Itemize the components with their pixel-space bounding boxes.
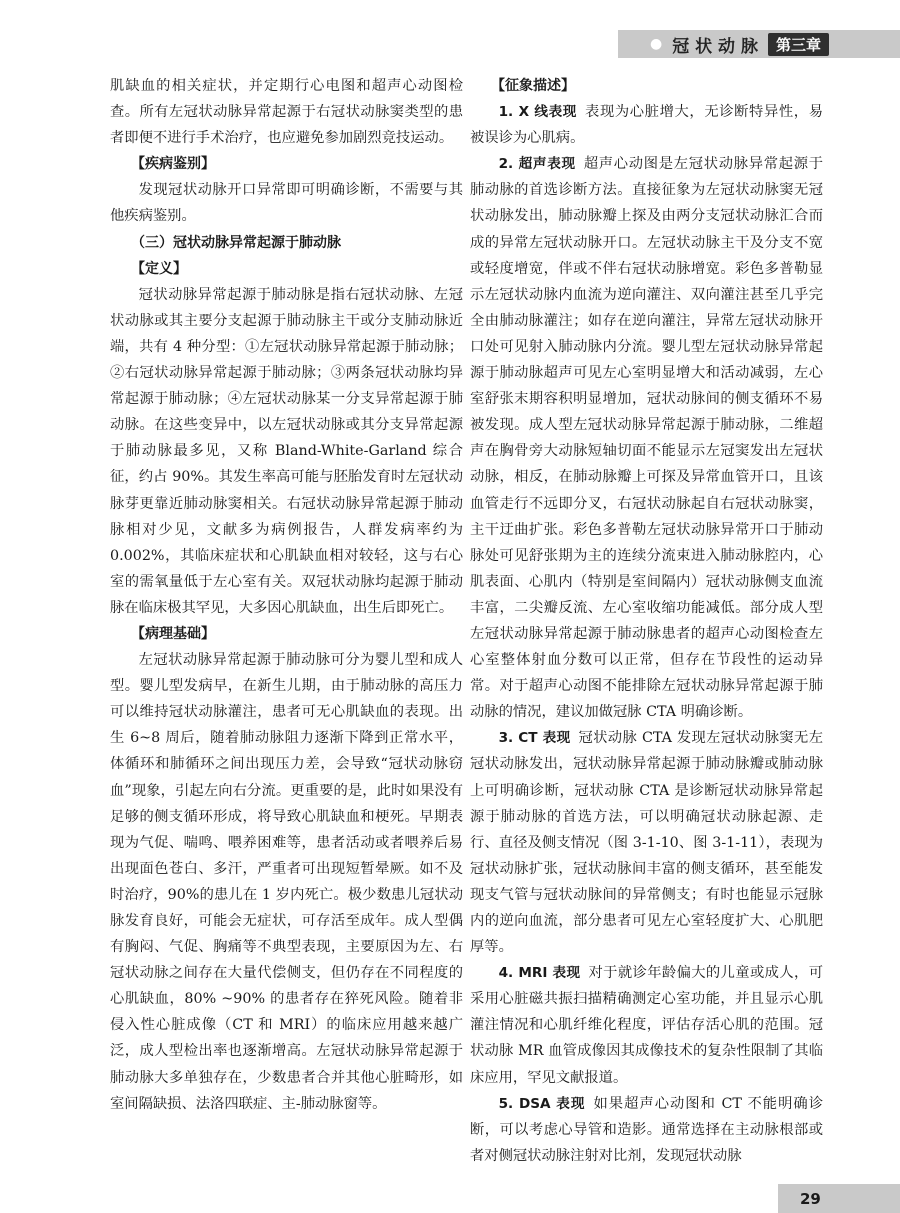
continuation-paragraph: 肌缺血的相关症状，并定期行心电图和超声心动图检查。所有左冠状动脉异常起源于右冠状动脉窦类型的患者即便不进行手术治疗，也应避免参加剧烈竞技运动。 — [110, 78, 463, 147]
heading-signs: 【征象描述】 — [491, 78, 575, 94]
running-header — [650, 32, 829, 56]
page-number: 29 — [800, 1189, 821, 1208]
dsa-paragraph — [470, 1091, 823, 1169]
page-number-tab — [778, 1184, 900, 1213]
pathology-paragraph: 左冠状动脉异常起源于肺动脉可分为婴儿型和成人型。婴儿型发病早，在新生儿期，由于肺动脉的高压力可以维持冠状动脉灌注，患者可无心肌缺血的表现。出生 6~8 周后，随着肺动脉阻力逐渐下降到正常水平，体循环和肺循环之间出现压力差，会导致“冠状动脉窃血”现象，引起左向右分流。更重要的是，此时如果没有足够的侧支循环形成，将导致心肌缺血和梗死。早期表现为气促、喘鸣、喂养困难等，患者活动或者喂养后易出现面色苍白、多汗，严重者可出现短暂晕厥。如不及时治疗，90%的患儿在 1 岁内死亡。极少数患儿冠状动脉发育良好，可能会无症状，可存活至成年。成人型偶有胸闷、气促、胸痛等不典型表现，主要原因为左、右冠状动脉之间存在大量代偿侧支，但仍存在不同程度的心肌缺血，80% ~90% 的患者存在猝死风险。随着非侵入性心脏成像（CT 和 MRI）的临床应用越来越广泛，成人型检出率也逐渐增高。左冠状动脉异常起源于肺动脉大多单独存在，少数患者合并其他心脏畸形，如室间隔缺损、法洛四联症、主-肺动脉窗等。 — [110, 652, 463, 1112]
heading-definition: 【定义】 — [131, 260, 187, 277]
definition-paragraph: 冠状动脉异常起源于肺动脉是指右冠状动脉、左冠状动脉或其主要分支起源于肺动脉主干或分支肺动脉近端，共有 4 种分型：①左冠状动脉异常起源于肺动脉；②右冠状动脉异常起源于肺动脉；③两条冠状动脉均异常起源于肺动脉；④左冠状动脉某一分支异常起源于肺动脉。在这些变异中，以左冠状动脉或其分支异常起源于肺动脉最多见，又称 Bland-White-Garland 综合征，约占 90%。其发生率高可能与胚胎发育时左冠状动脉芽更靠近肺动脉窦相关。右冠状动脉异常起源于肺动脉相对少见，文献多为病例报告，人群发病率约为 0.002%，其临床症状和心肌缺血相对较轻，这与右心室的需氧量低于左心室有关。双冠状动脉均起源于肺动脉在临床极其罕见，大多因心肌缺血，出生后即死亡。 — [110, 286, 463, 616]
subsection-heading: （三）冠状动脉异常起源于肺动脉 — [131, 234, 341, 251]
ct-lead: 3. CT 表现 — [498, 730, 571, 747]
ct-text: 冠状动脉 CTA 发现左冠状动脉窦无左冠状动脉发出，冠状动脉异常起源于肺动脉瓣或肺动脉上可明确诊断，冠状动脉 CTA 是诊断冠状动脉异常起源于肺动脉的首选方法，可以明确冠状动脉起源、走行、直径及侧支情况（图 3-1-10、图 3-1-11），表现为冠状动脉扩张，冠状动脉间丰富的侧支循环，甚至能发现支气管与冠状动脉间的异常侧支；有时也能显示冠脉内的逆向血流，部分患者可见左心室轻度扩大、心肌肥厚等。 — [470, 730, 823, 956]
mri-paragraph — [470, 960, 823, 1090]
differential-paragraph: 发现冠状动脉开口异常即可明确诊断，不需要与其他疾病鉴别。 — [110, 182, 463, 225]
xray-paragraph — [470, 99, 823, 151]
heading-differential: 【疾病鉴别】 — [131, 156, 215, 173]
dsa-lead: 5. DSA 表现 — [498, 1095, 586, 1112]
ct-paragraph — [470, 725, 823, 960]
bullet-dot-icon: ● — [650, 36, 663, 52]
chapter-title: 冠 状 动 脉 — [672, 36, 758, 57]
echo-paragraph — [470, 151, 823, 725]
dsa-text: 如果超声心动图和 CT 不能明确诊断，可以考虑心导管和造影。通常选择在主动脉根部或者对侧冠状动脉注射对比剂，发现冠状动脉 — [470, 1095, 823, 1164]
chapter-number: 第三章 — [768, 33, 829, 56]
xray-text: 表现为心脏增大，无诊断特异性，易被误诊为心肌病。 — [470, 104, 824, 147]
mri-text: 对于就诊年龄偏大的儿童或成人，可采用心脏磁共振扫描精确测定心室功能，并且显示心肌灌注情况和心肌纤维化程度，评估存活心肌的范围。冠状动脉 MR 血管成像因其成像技术的复杂性限制了其临床应用，罕见文献报道。 — [470, 965, 824, 1086]
right-column — [470, 73, 823, 1169]
echo-lead: 2. 超声表现 — [498, 156, 576, 173]
xray-lead: 1. X 线表现 — [498, 104, 578, 121]
heading-pathology: 【病理基础】 — [131, 625, 215, 642]
mri-lead: 4. MRI 表现 — [498, 965, 581, 982]
echo-text: 超声心动图是左冠状动脉异常起源于肺动脉的首选诊断方法。直接征象为左冠状动脉窦无冠状动脉发出，肺动脉瓣上探及由两分支冠状动脉汇合而成的异常左冠状动脉开口。左冠状动脉主干及分支不宽或轻度增宽，伴或不伴右冠状动脉增宽。彩色多普勒显示左冠状动脉内血流为逆向灌注、双向灌注甚至几乎完全由肺动脉灌注；如存在逆向灌注，异常左冠状动脉开口处可见射入肺动脉内分流。婴儿型左冠状动脉异常起源于肺动脉超声可见左心室明显增大和活动减弱，左心室舒张末期容积明显增加，冠状动脉间的侧支循环不易被发现。成人型左冠状动脉异常起源于肺动脉，二维超声在胸骨旁大动脉短轴切面不能显示左冠窦发出左冠状动脉，相反，在肺动脉瓣上可探及异常血管开口，且该血管走行不远即分叉，右冠状动脉起自右冠状动脉窦，主干迂曲扩张。彩色多普勒左冠状动脉异常开口于肺动脉处可见舒张期为主的连续分流束进入肺动脉腔内，心肌表面、心肌内（特别是室间隔内）冠状动脉侧支血流丰富，二尖瓣反流、左心室收缩功能减低。部分成人型左冠状动脉异常起源于肺动脉患者的超声心动图检查左心室整体射血分数可以正常，但存在节段性的运动异常。对于超声心动图不能排除左冠状动脉异常起源于肺动脉的情况，建议加做冠脉 CTA 明确诊断。 — [470, 156, 824, 721]
left-column — [110, 73, 463, 1117]
